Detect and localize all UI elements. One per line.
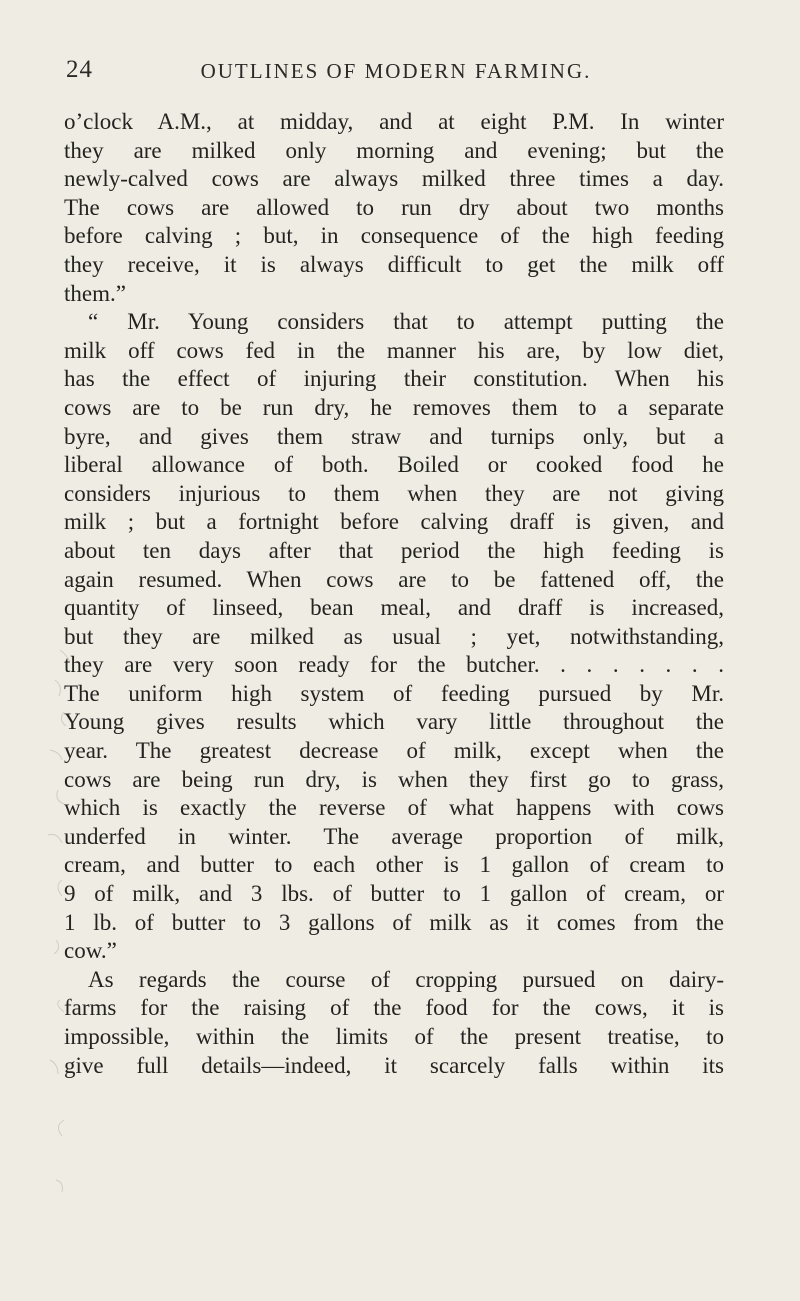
text-line: again resumed. When cows are to be fattened off, the — [64, 566, 724, 592]
text-line: them.” — [64, 280, 126, 306]
text-line: newly-calved cows are always milked three times a day. — [64, 166, 724, 192]
text-line: The cows are allowed to run dry about two months — [64, 194, 724, 220]
running-title: OUTLINES OF MODERN FARMING. — [200, 59, 592, 83]
text-line: cows are being run dry, is when they first go to grass, — [64, 766, 724, 792]
text-line: cream, and butter to each other is 1 gallon of cream to — [64, 852, 724, 878]
text-line: impossible, within the limits of the present treatise, to — [64, 1024, 724, 1049]
text-line: considers injurious to them when they are not giving — [64, 480, 724, 506]
text-line: farms for the raising of the food for the cows, it is — [64, 995, 724, 1021]
text-line: they are very soon ready for the butcher. . . . . . . . — [64, 652, 724, 678]
text-line: quantity of linseed, bean meal, and draff is increased, — [64, 595, 724, 621]
text-line: which is exactly the reverse of what happens with cows — [64, 795, 724, 821]
text-line: but they are milked as usual ; yet, notwithstanding, — [64, 623, 724, 649]
text-line: The uniform high system of feeding pursued by Mr. — [64, 680, 724, 706]
text-line: o’clock A.M., at midday, and at eight P.M. In winter — [64, 109, 724, 134]
text-line: “ Mr. Young considers that to attempt putting the — [88, 309, 724, 335]
text-line: underfed in winter. The average proportion of milk, — [64, 823, 724, 849]
text-line: before calving ; but, in consequence of the high feeding — [64, 223, 724, 249]
text-line: cow.” — [64, 938, 117, 964]
running-head — [66, 55, 726, 89]
text-line: 9 of milk, and 3 lbs. of butter to 1 gallon of cream, or — [64, 881, 724, 907]
text-line: they receive, it is always difficult to get the milk off — [64, 251, 724, 277]
text-line: has the effect of injuring their constitution. When his — [64, 366, 724, 392]
body-text — [64, 108, 724, 1080]
text-line: give full details—indeed, it scarcely falls within its — [64, 1052, 724, 1078]
text-line: liberal allowance of both. Boiled or cooked food he — [64, 452, 724, 478]
text-line: 1 lb. of butter to 3 gallons of milk as it comes from the — [64, 909, 724, 935]
page-number: 24 — [66, 56, 93, 83]
text-line: cows are to be run dry, he removes them to a separate — [64, 394, 724, 420]
text-line: Young gives results which vary little throughout the — [64, 709, 724, 735]
text-line: year. The greatest decrease of milk, except when the — [64, 738, 724, 764]
text-line: they are milked only morning and evening; but the — [64, 137, 724, 163]
text-line: milk off cows fed in the manner his are, by low diet, — [64, 337, 724, 363]
text-line: about ten days after that period the high feeding is — [64, 537, 724, 563]
text-line: milk ; but a fortnight before calving draff is given, and — [64, 509, 724, 535]
text-line: As regards the course of cropping pursued on dairy- — [88, 966, 724, 992]
margin-stains — [20, 640, 90, 1260]
text-line: byre, and gives them straw and turnips only, but a — [64, 423, 724, 449]
